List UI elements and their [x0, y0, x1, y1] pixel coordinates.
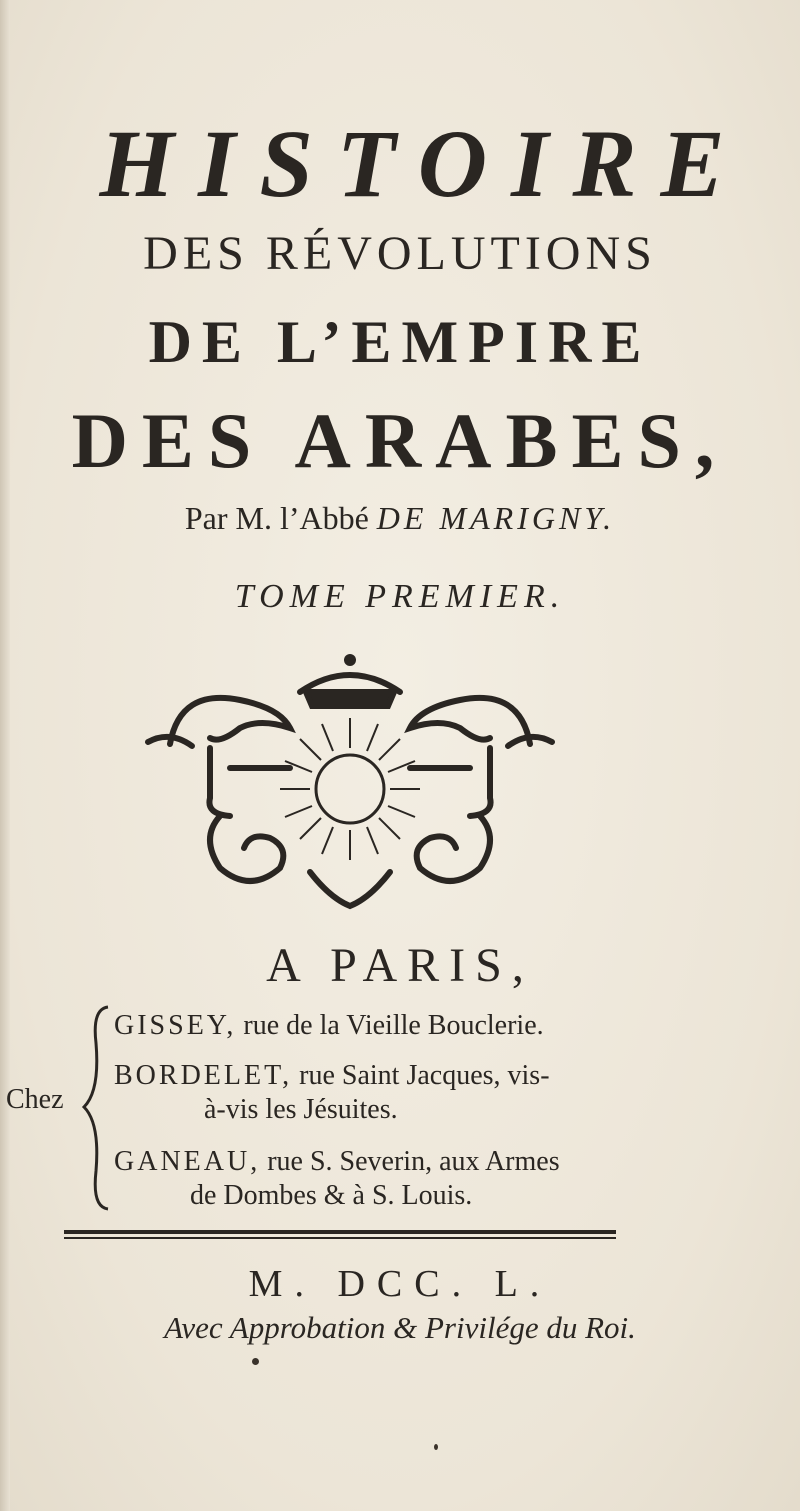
publisher-2-address-cont: à-vis les Jésuites.	[204, 1094, 398, 1125]
title-histoire: HISTOIRE	[99, 110, 749, 217]
title-empire: DE L’EMPIRE	[148, 309, 652, 375]
chez-label: Chez	[6, 1084, 64, 1115]
title-revolutions: DES RÉVOLUTIONS	[143, 227, 657, 280]
privilege-statement: Avec Approbation & Privilége du Roi.	[164, 1310, 636, 1345]
publisher-1	[114, 1010, 544, 1042]
ink-speck	[252, 1358, 259, 1365]
double-rule-divider	[64, 1228, 616, 1242]
author-name: DE MARIGNY.	[376, 500, 616, 536]
volume-label: TOME PREMIER.	[234, 578, 566, 615]
publisher-1-name: GISSEY,	[114, 1010, 237, 1041]
publisher-1-address: rue de la Vieille Bouclerie.	[243, 1010, 544, 1041]
author-prefix: Par M. l’Abbé	[184, 500, 369, 536]
publisher-2-address: rue Saint Jacques, vis-	[299, 1060, 550, 1091]
publisher-3-address-cont: de Dombes & à S. Louis.	[190, 1180, 473, 1211]
curly-brace-ornament	[78, 1003, 118, 1213]
imprint-date: M. DCC. L.	[248, 1263, 552, 1305]
publisher-2-name: BORDELET,	[114, 1060, 293, 1091]
publisher-3-address: rue S. Severin, aux Armes	[267, 1146, 560, 1177]
publisher-3	[114, 1146, 560, 1178]
publisher-3-name: GANEAU,	[114, 1146, 261, 1177]
ink-speck	[434, 1444, 438, 1450]
publisher-2	[114, 1060, 550, 1092]
printers-ornament-vignette	[140, 648, 560, 916]
place-of-publication: A PARIS,	[266, 939, 534, 992]
author-line	[0, 500, 800, 537]
title-arabes: DES ARABES,	[71, 397, 729, 484]
